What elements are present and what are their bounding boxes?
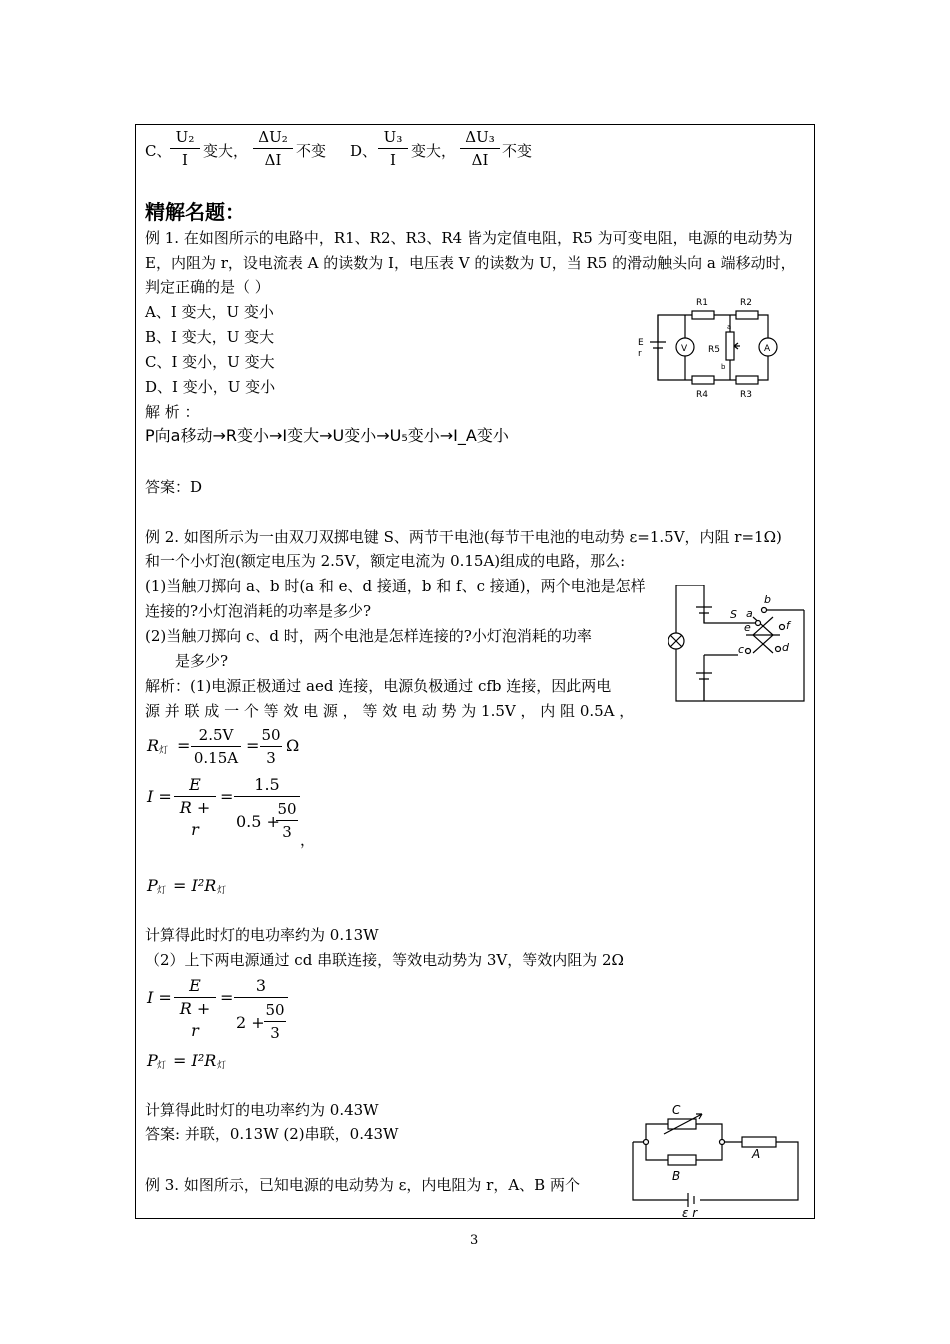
ex1-label-r5: R5 bbox=[708, 345, 720, 355]
fraction-u2-over-i: U₂ I bbox=[170, 126, 200, 171]
ex1-option-d: D、I 变小，U 变小 bbox=[145, 378, 276, 396]
fraction-u3-over-i: U₃ I bbox=[378, 126, 408, 171]
ex1-label-e: E bbox=[638, 338, 644, 348]
ex2-label-a: a bbox=[746, 607, 753, 620]
ex1-label-v: V bbox=[681, 344, 688, 354]
ex2-result-2: 计算得此时灯的电功率约为 0.43W bbox=[145, 1101, 379, 1119]
ex1-analysis-label: 解 析 ： bbox=[145, 403, 200, 421]
ex1-option-b: B、I 变大，U 变大 bbox=[145, 328, 275, 346]
ex1-line2: E，内阻为 r，设电流表 A 的读数为 I，电压表 V 的读数为 U，当 R5 的滑动触头向 a 端移动时， bbox=[145, 254, 796, 272]
ex1-label-slider-b: b bbox=[721, 363, 726, 371]
ex2-sol2: 源 并 联 成 一 个 等 效 电 源 ， 等 效 电 动 势 为 1.5V ， 内 阻 0.5A ， bbox=[145, 702, 635, 720]
ex2-label-f: f bbox=[786, 619, 790, 632]
ex3-label-c: C bbox=[672, 1103, 681, 1117]
ex1-option-c: C、I 变小，U 变大 bbox=[145, 353, 275, 371]
ex1-option-a: A、I 变大，U 变小 bbox=[145, 303, 274, 321]
ex2-part-2: （2）上下两电源通过 cd 串联连接，等效电动势为 3V，等效内阻为 2Ω bbox=[145, 951, 624, 969]
ex2-label-d: d bbox=[782, 641, 789, 654]
ex2-q2b: 是多少? bbox=[175, 652, 229, 670]
ex1-line1: 例 1. 在如图所示的电路中，R1、R2、R3、R4 皆为定值电阻，R5 为可变电阻，电源的电动势为 bbox=[145, 229, 793, 247]
ex2-switch-circuit-diagram bbox=[668, 585, 808, 705]
ex3-label-source: ε r bbox=[682, 1206, 698, 1218]
ex2-q2a: (2)当触刀掷向 c、d 时，两个电池是怎样连接的?小灯泡消耗的功率 bbox=[145, 627, 592, 645]
ex1-label-r2: R2 bbox=[740, 298, 752, 308]
ex1-circuit-diagram bbox=[630, 290, 790, 405]
ex2-label-b: b bbox=[764, 593, 771, 606]
ex1-label-r1: R1 bbox=[696, 298, 708, 308]
option-c-mid: 变大， bbox=[203, 142, 249, 160]
ex1-line3: 判定正确的是（ ） bbox=[145, 278, 270, 296]
fraction-du3-over-di: ΔU₃ ΔI bbox=[460, 126, 500, 171]
section-heading: 精解名题： bbox=[145, 200, 245, 224]
option-d-prefix: D、 bbox=[350, 142, 378, 160]
ex2-q1a: (1)当触刀掷向 a、b 时(a 和 e、d 接通，b 和 f、c 接通)，两个电池是怎样 bbox=[145, 577, 646, 595]
ex1-label-a: A bbox=[764, 344, 771, 354]
ex3-label-a: A bbox=[752, 1147, 761, 1161]
option-d-mid: 变大， bbox=[411, 142, 457, 160]
ex1-label-r: r bbox=[638, 349, 642, 359]
page-number: 3 bbox=[470, 1233, 479, 1248]
option-d-suffix: 不变 bbox=[502, 142, 533, 160]
ex1-reasoning-chain: P向a移动→R变小→I变大→U变小→U₅变小→I_A变小 bbox=[145, 426, 509, 445]
option-c-prefix: C、 bbox=[145, 142, 172, 160]
ex2-label-e: e bbox=[744, 621, 751, 634]
ex2-result-1: 计算得此时灯的电功率约为 0.13W bbox=[145, 926, 379, 944]
ex3-line1: 例 3. 如图所示，已知电源的电动势为 ε，内电阻为 r，A、B 两个 bbox=[145, 1176, 580, 1194]
ex1-label-r4: R4 bbox=[696, 390, 708, 400]
ex1-answer: 答案：D bbox=[145, 478, 203, 496]
ex2-answer: 答案: 并联，0.13W (2)串联，0.43W bbox=[145, 1125, 399, 1143]
option-c-suffix: 不变 bbox=[296, 142, 327, 160]
ex2-label-s: S bbox=[730, 608, 737, 621]
ex3-circuit-diagram bbox=[628, 1100, 803, 1218]
ex2-label-c: c bbox=[738, 643, 745, 656]
ex1-label-r3: R3 bbox=[740, 390, 752, 400]
ex2-q1b: 连接的?小灯泡消耗的功率是多少? bbox=[145, 602, 372, 620]
ex3-label-b: B bbox=[672, 1169, 681, 1183]
ex1-label-slider-a: a bbox=[727, 323, 732, 331]
ex2-line1: 例 2. 如图所示为一由双刀双掷电键 S、两节干电池(每节干电池的电动势 ε=1.5V，内阻 r=1Ω) bbox=[145, 528, 782, 546]
fraction-du2-over-di: ΔU₂ ΔI bbox=[253, 126, 293, 171]
ex2-line2: 和一个小灯泡(额定电压为 2.5V，额定电流为 0.15A)组成的电路，那么: bbox=[145, 552, 626, 570]
ex2-sol1: 解析：(1)电源正极通过 aed 连接，电源负极通过 cfb 连接，因此两电 bbox=[145, 677, 612, 695]
